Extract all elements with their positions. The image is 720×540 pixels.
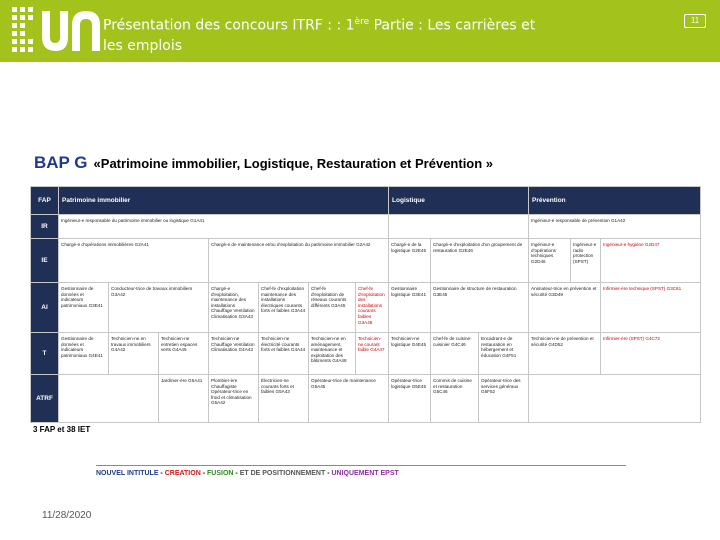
cell (529, 375, 701, 423)
slide-number: 11 (684, 14, 706, 28)
cell: Chargé-e d'exploitation, maintenance des installations Chauffage Ventilation Climatisation G3A43 (209, 283, 259, 333)
cell: Technicien-ne logistique G4E45 (389, 333, 431, 375)
table-row (31, 283, 701, 333)
careers-table (30, 186, 701, 423)
cell: Gestionnaire de données et indicateurs patrimoniaux G4E41 (59, 333, 109, 375)
cell: Gestionnaire de structure de restauration G3E45 (431, 283, 529, 333)
fap-header: FAP (31, 187, 59, 215)
cell: Électricien-ne courants forts et faibles G5A43 (259, 375, 309, 423)
cell: Opérateur-trice des services généraux G5F52 (479, 375, 529, 423)
university-logo-icon (10, 5, 102, 57)
legend-epst: UNIQUEMENT EPST (331, 470, 399, 477)
slide-date: 11/28/2020 (42, 510, 92, 521)
cell: Jardinier-ère G5A41 (159, 375, 209, 423)
cell: Encadrant-e de restauration en hébergement et éducation G4F51 (479, 333, 529, 375)
cell: Chef-fe de cuisine-cuisinier G4C46 (431, 333, 479, 375)
cell: Gestionnaire de données et indicateurs patrimoniaux G3E41 (59, 283, 109, 333)
cell: Ingénieur-e d'opérations techniques G2D46 (529, 239, 571, 283)
row-label-ie: IE (31, 239, 59, 283)
footnote: 3 FAP et 38 IET (33, 425, 91, 434)
cell: Technicien-ne entretien espaces verts G4A45 (159, 333, 209, 375)
row-label-atrf: ATRF (31, 375, 59, 423)
legend-creation: CREATION (164, 470, 201, 477)
legend-positionnement: ET DE POSITIONNEMENT (239, 470, 326, 477)
table-row (31, 215, 701, 239)
cell: Ingénieur-e responsable de prévention G1A42 (529, 215, 701, 239)
cell: Technicien-ne courant faible G4A47 (356, 333, 389, 375)
table-row (31, 239, 701, 283)
legend-fusion: FUSION (207, 470, 234, 477)
row-label-t: T (31, 333, 59, 375)
cell: Chargé-e de la logistique G2E45 (389, 239, 431, 283)
cell: Infirmier-ère (SPST) G4C72 (601, 333, 701, 375)
table-row (31, 375, 701, 423)
cell: Opérateur-trice logistique G5E45 (389, 375, 431, 423)
cell: Technicien-ne en aménagement, maintenance et exploitation des bâtiments G4A48 (309, 333, 356, 375)
bap-title: «Patrimoine immobilier, Logistique, Restauration et Prévention » (93, 156, 494, 171)
cell: Chef-fe d'exploitation de réseaux courants différents G3A45 (309, 283, 356, 333)
row-label-ir: IR (31, 215, 59, 239)
cell (59, 375, 159, 423)
cell: Technicien-ne Chauffage Ventilation Climatisation G4A43 (209, 333, 259, 375)
header-logistique: Logistique (389, 187, 529, 215)
legend-separator: - (233, 470, 240, 477)
cell: Ingénieur-e radio protection (SPST) (571, 239, 601, 283)
cell: Chargé-e de maintenance et/ou d'exploitation du patrimoine immobilier G2A42 (209, 239, 389, 283)
cell (389, 215, 529, 239)
cell: Animateur-trice en prévention et sécurité G3D49 (529, 283, 601, 333)
table-row (31, 333, 701, 375)
bap-code: BAP G (34, 153, 88, 172)
cell: Ingénieur-e responsable du patrimoine immobilier ou logistique G1A41 (59, 215, 389, 239)
row-label-ai: AI (31, 283, 59, 333)
cell: Opérateur-trice de maintenance G5A45 (309, 375, 389, 423)
legend-nouvel: NOUVEL INTITULE (96, 470, 159, 477)
cell: Technicien-ne en travaux immobiliers G4A42 (109, 333, 159, 375)
cell: Gestionnaire logistique G3E41 (389, 283, 431, 333)
cell: Infirmier-ère technique (SPST) G3C61 (601, 283, 701, 333)
cell: Conducteur-trice de travaux immobiliers G3A42 (109, 283, 209, 333)
cell: Chef-fe d'exploitation maintenance des installations électriques courants forts et faibles G3A44 (259, 283, 309, 333)
header-prevention: Prévention (529, 187, 701, 215)
legend-separator: - (200, 470, 207, 477)
cell: Commis de cuisine et restauration G5C46 (431, 375, 479, 423)
legend-separator: - (158, 470, 165, 477)
cell: Chargé-e d'exploitation d'un groupement de restauration G2E46 (431, 239, 529, 283)
cell: Ingénieur-e hygiène G2D47 (601, 239, 701, 283)
bap-heading (34, 153, 494, 173)
cell: Plombier-ère Chauffagiste Opérateur-trice en froid et climatisation G5A42 (209, 375, 259, 423)
cell: Chargé-e d'opérations immobilières G2A41 (59, 239, 209, 283)
slide-title: Présentation des concours ITRF : : 1ère Partie : Les carrières et les emplois (103, 17, 536, 54)
legend-separator: - (325, 470, 332, 477)
slide-header (0, 0, 720, 62)
cell: Technicien-ne électricité courants forts et faibles G4A44 (259, 333, 309, 375)
legend (96, 465, 626, 477)
cell: Technicien-ne de prévention et sécurité G4D52 (529, 333, 601, 375)
cell: Chef-fe d'exploitation des installations courants faibles G3A46 (356, 283, 389, 333)
header-patrimoine: Patrimoine immobilier (59, 187, 389, 215)
